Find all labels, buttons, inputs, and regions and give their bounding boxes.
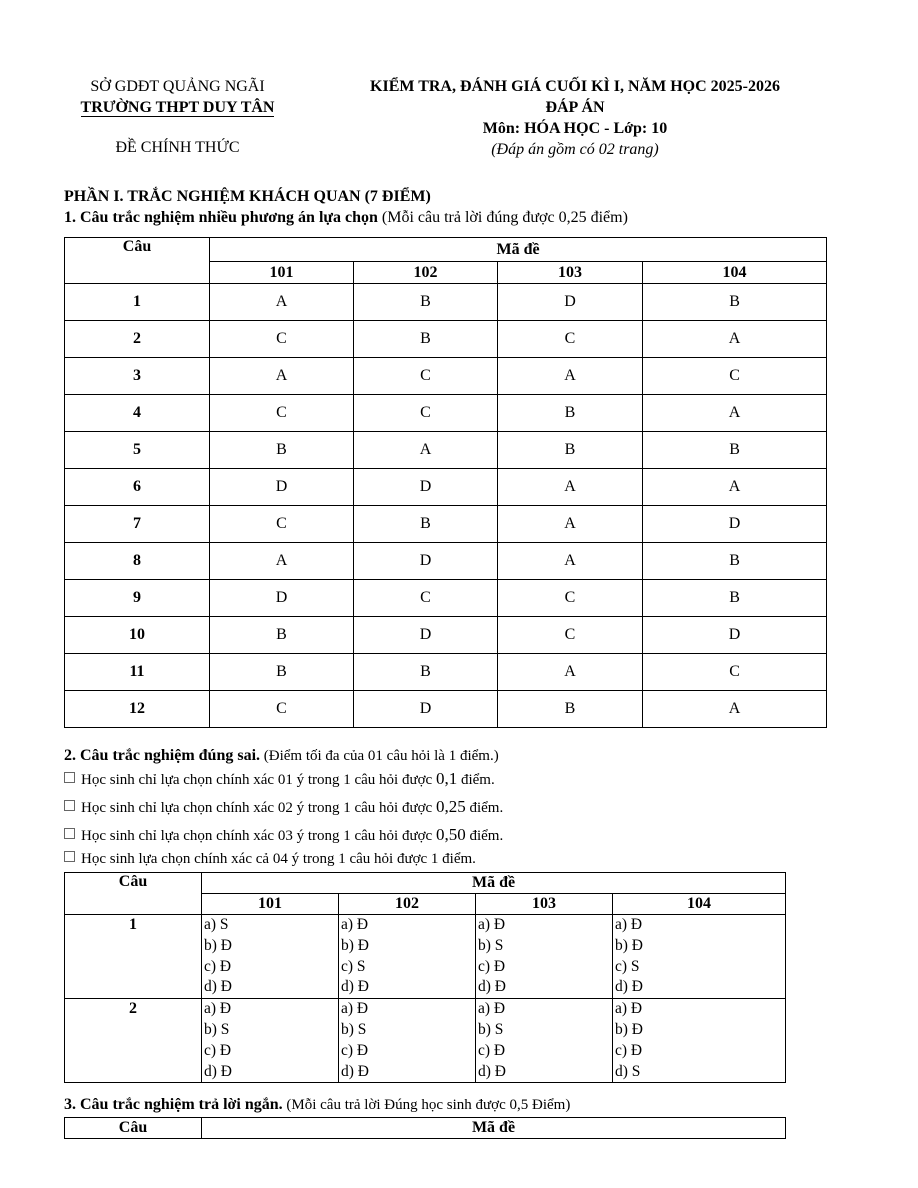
answer-cell: A xyxy=(210,358,354,395)
answer-cell: D xyxy=(354,691,498,728)
answer-cell: B xyxy=(354,654,498,691)
table-row xyxy=(65,321,827,358)
question-number-cell: 1 xyxy=(65,284,210,321)
answer-item: a) Đ xyxy=(341,1000,369,1018)
section3-title xyxy=(64,1096,570,1114)
answer-item: a) Đ xyxy=(615,916,643,933)
answer-cell: C xyxy=(210,395,354,432)
answer-item: b) S xyxy=(478,936,504,954)
answer-item: d) Đ xyxy=(204,1062,232,1080)
answer-cell: C xyxy=(354,580,498,617)
table-row xyxy=(65,543,827,580)
dept-name: SỞ GDĐT QUẢNG NGÃI xyxy=(90,78,265,95)
answer-item: b) Đ xyxy=(341,936,369,954)
answer-cell: B xyxy=(210,654,354,691)
answer-cell: A xyxy=(498,358,643,395)
answer-cell: B xyxy=(643,284,827,321)
table-row xyxy=(65,506,827,543)
answer-cell: C xyxy=(354,395,498,432)
rule-text-end: điểm. xyxy=(457,772,495,788)
checkbox-icon xyxy=(64,772,75,783)
answer-cell: A xyxy=(643,395,827,432)
exam-title: KIỂM TRA, ĐÁNH GIÁ CUỐI KÌ I, NĂM HỌC 2025-2026 xyxy=(370,78,780,95)
answer-cell: B xyxy=(498,691,643,728)
rule-text: Học sinh chỉ lựa chọn chính xác 01 ý trong 1 câu hỏi được xyxy=(81,772,436,788)
table-row xyxy=(65,284,827,321)
answer-cell: C xyxy=(498,617,643,654)
code-header-cell: 102 xyxy=(354,262,498,284)
answer-cell: D xyxy=(354,617,498,654)
answer-cell: B xyxy=(643,580,827,617)
answer-cell: A xyxy=(210,284,354,321)
code-header-cell: 103 xyxy=(476,894,613,915)
answer-cell: A xyxy=(643,321,827,358)
answer-cell: D xyxy=(498,284,643,321)
rule-points: 0,25 xyxy=(435,797,466,816)
answer-cell: C xyxy=(498,580,643,617)
answer-cell xyxy=(339,999,476,1083)
table-row xyxy=(65,358,827,395)
code-header-cell: 101 xyxy=(202,894,339,915)
rule-points: 0,50 xyxy=(435,825,466,844)
answer-item: c) S xyxy=(615,957,640,975)
answer-item: a) Đ xyxy=(615,1000,643,1018)
table-row xyxy=(65,469,827,506)
answer-cell: B xyxy=(354,284,498,321)
header-cell-question: Câu xyxy=(65,238,210,284)
rule-text: Học sinh chỉ lựa chọn chính xác 03 ý trong 1 câu hỏi được xyxy=(81,828,436,844)
answer-cell: D xyxy=(643,617,827,654)
table-row xyxy=(65,580,827,617)
answer-cell: B xyxy=(210,432,354,469)
rule-text-end: điểm. xyxy=(465,800,504,816)
answer-cell: D xyxy=(210,580,354,617)
question-number-cell: 2 xyxy=(65,321,210,358)
question-number-cell: 9 xyxy=(65,580,210,617)
section1-title xyxy=(64,209,628,227)
part1-title: PHẦN I. TRẮC NGHIỆM KHÁCH QUAN (7 ĐIỂM) xyxy=(64,188,431,205)
scoring-rule xyxy=(64,825,503,845)
answer-item: b) S xyxy=(204,1020,230,1038)
subject-line: Môn: HÓA HỌC - Lớp: 10 xyxy=(482,120,668,137)
section1-title-rest: (Mỗi câu trả lời đúng được 0,25 điểm) xyxy=(377,209,628,226)
answer-cell xyxy=(202,915,339,999)
answer-cell: C xyxy=(210,506,354,543)
answer-cell xyxy=(202,999,339,1083)
question-number-cell: 11 xyxy=(65,654,210,691)
answer-item: c) Đ xyxy=(478,957,506,975)
rule-text: Học sinh lựa chọn chính xác cả 04 ý trong 1 câu hỏi được 1 điểm. xyxy=(81,851,476,867)
question-number-cell: 2 xyxy=(65,999,202,1083)
short-answer-table xyxy=(64,1117,786,1139)
question-number-cell: 4 xyxy=(65,395,210,432)
rule-text-end: điểm. xyxy=(465,828,504,844)
checkbox-icon xyxy=(64,851,75,862)
answer-cell: B xyxy=(643,543,827,580)
answer-item: a) Đ xyxy=(478,916,506,933)
table-row xyxy=(65,617,827,654)
answer-cell xyxy=(613,999,786,1083)
code-header-cell: 103 xyxy=(498,262,643,284)
answer-cell: A xyxy=(498,506,643,543)
answer-item: d) Đ xyxy=(341,1062,369,1080)
table-row xyxy=(65,691,827,728)
answer-cell: C xyxy=(643,358,827,395)
section2-title xyxy=(64,747,499,765)
answer-cell: D xyxy=(354,543,498,580)
section1-title-bold: 1. Câu trắc nghiệm nhiều phương án lựa chọn xyxy=(64,209,378,226)
answer-cell: C xyxy=(498,321,643,358)
header-cell-code: Mã đề xyxy=(210,238,827,262)
answer-item: c) Đ xyxy=(478,1041,506,1059)
question-number-cell: 6 xyxy=(65,469,210,506)
checkbox-icon xyxy=(64,800,75,811)
answer-item: d) S xyxy=(615,1062,641,1080)
answer-item: a) Đ xyxy=(204,1000,232,1018)
answer-cell: C xyxy=(354,358,498,395)
answer-cell: D xyxy=(210,469,354,506)
header-left xyxy=(60,76,295,158)
answer-item: c) Đ xyxy=(341,1041,369,1059)
answer-cell: B xyxy=(354,321,498,358)
code-header-cell: 104 xyxy=(613,894,786,915)
answer-item: a) S xyxy=(204,916,229,933)
scoring-rule xyxy=(64,769,495,789)
table-row xyxy=(65,395,827,432)
answer-cell: A xyxy=(354,432,498,469)
answer-item: c) S xyxy=(341,957,366,975)
answer-item: d) Đ xyxy=(478,978,506,996)
answer-cell: A xyxy=(210,543,354,580)
answer-item: d) Đ xyxy=(478,1062,506,1080)
answer-cell xyxy=(339,915,476,999)
answer-item: c) Đ xyxy=(204,957,232,975)
answer-cell: A xyxy=(498,469,643,506)
doc-type: ĐÁP ÁN xyxy=(545,99,605,116)
answer-cell: B xyxy=(498,395,643,432)
code-header-cell: 104 xyxy=(643,262,827,284)
answer-cell xyxy=(476,915,613,999)
answer-item: c) Đ xyxy=(615,1041,643,1059)
section2-title-rest: (Điểm tối đa của 01 câu hỏi là 1 điểm.) xyxy=(260,748,499,764)
answer-item: b) Đ xyxy=(615,936,643,954)
answer-cell xyxy=(476,999,613,1083)
answer-cell: A xyxy=(498,654,643,691)
answer-cell: A xyxy=(643,691,827,728)
answer-item: a) Đ xyxy=(478,1000,506,1018)
section2-title-bold: 2. Câu trắc nghiệm đúng sai. xyxy=(64,747,261,764)
header-cell-code: Mã đề xyxy=(202,873,786,894)
answer-cell: D xyxy=(354,469,498,506)
answer-cell: C xyxy=(210,321,354,358)
rule-text: Học sinh chỉ lựa chọn chính xác 02 ý trong 1 câu hỏi được xyxy=(81,800,436,816)
table-row xyxy=(65,915,786,999)
answer-item: d) Đ xyxy=(615,978,643,996)
question-number-cell: 12 xyxy=(65,691,210,728)
question-number-cell: 3 xyxy=(65,358,210,395)
answer-item: c) Đ xyxy=(204,1041,232,1059)
answer-item: d) Đ xyxy=(341,978,369,996)
header-cell-question: Câu xyxy=(65,1118,202,1139)
answer-item: a) Đ xyxy=(341,916,369,933)
answer-cell xyxy=(613,915,786,999)
answer-item: b) S xyxy=(341,1020,367,1038)
scoring-rule xyxy=(64,851,476,868)
answer-cell: B xyxy=(643,432,827,469)
question-number-cell: 5 xyxy=(65,432,210,469)
answer-cell: B xyxy=(354,506,498,543)
answer-item: b) Đ xyxy=(615,1020,643,1038)
answer-item: d) Đ xyxy=(204,978,232,996)
question-number-cell: 10 xyxy=(65,617,210,654)
answer-cell: D xyxy=(643,506,827,543)
question-number-cell: 1 xyxy=(65,915,202,999)
true-false-answer-table xyxy=(64,872,786,1083)
code-header-cell: 101 xyxy=(210,262,354,284)
table-row xyxy=(65,999,786,1083)
mcq-answer-table xyxy=(64,237,827,728)
header-cell-code: Mã đề xyxy=(202,1118,786,1139)
rule-points: 0,1 xyxy=(435,769,458,788)
answer-item: b) S xyxy=(478,1020,504,1038)
school-name xyxy=(60,97,295,118)
table-row xyxy=(65,432,827,469)
question-number-cell: 7 xyxy=(65,506,210,543)
scoring-rule xyxy=(64,797,503,817)
question-number-cell: 8 xyxy=(65,543,210,580)
answer-cell: A xyxy=(643,469,827,506)
header-cell-question: Câu xyxy=(65,873,202,915)
table-row xyxy=(65,654,827,691)
checkbox-icon xyxy=(64,828,75,839)
answer-cell: B xyxy=(498,432,643,469)
answer-item: b) Đ xyxy=(204,936,232,954)
section3-title-bold: 3. Câu trắc nghiệm trả lời ngắn. xyxy=(64,1096,283,1113)
answer-cell: C xyxy=(643,654,827,691)
official-label: ĐỀ CHÍNH THỨC xyxy=(115,139,240,156)
answer-cell: C xyxy=(210,691,354,728)
answer-cell: A xyxy=(498,543,643,580)
section3-title-rest: (Mỗi câu trả lời Đúng học sinh được 0,5 Điểm) xyxy=(282,1097,571,1113)
answer-cell: B xyxy=(210,617,354,654)
header-right xyxy=(330,76,820,160)
code-header-cell: 102 xyxy=(339,894,476,915)
pages-note: (Đáp án gồm có 02 trang) xyxy=(491,141,659,158)
school-name-text: TRƯỜNG THPT DUY TÂN xyxy=(80,99,275,116)
